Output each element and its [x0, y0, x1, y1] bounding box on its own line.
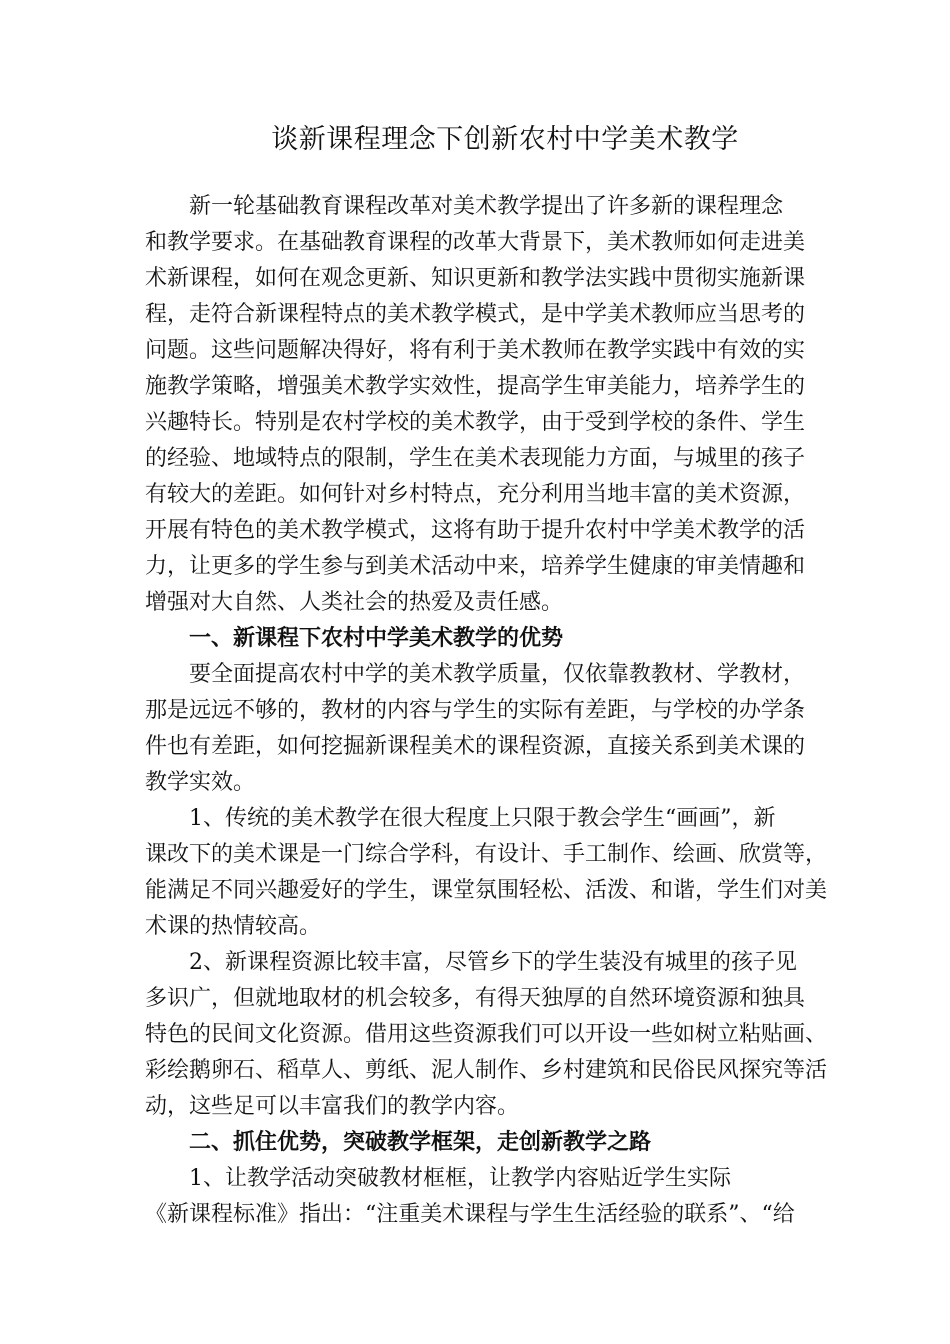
paragraph-line: 和教学要求。在基础教育课程的改革大背景下，美术教师如何走进美: [145, 230, 806, 255]
paragraph-line: 增强对大自然、人类社会的热爱及责任感。: [145, 590, 564, 615]
paragraph-line: 力，让更多的学生参与到美术活动中来，培养学生健康的审美情趣和: [145, 554, 806, 579]
paragraph-line: 教学实效。: [145, 770, 256, 795]
paragraph-line: 新一轮基础教育课程改革对美术教学提出了许多新的课程理念: [189, 194, 784, 219]
paragraph-line: 程，走符合新课程特点的美术教学模式，是中学美术教师应当思考的: [145, 302, 806, 327]
paragraph-line: 动，这些足可以丰富我们的教学内容。: [145, 1094, 520, 1119]
paragraph-line: 的经验、地域特点的限制，学生在美术表现能力方面，与城里的孩子: [145, 446, 806, 471]
paragraph-line: 术课的热情较高。: [145, 914, 322, 939]
paragraph-line: 多识广，但就地取材的机会较多，有得天独厚的自然环境资源和独具: [145, 986, 806, 1011]
paragraph-line: 要全面提高农村中学的美术教学质量，仅依靠教教材、学教材，: [189, 662, 806, 687]
paragraph-line: 施教学策略，增强美术教学实效性，提高学生审美能力，培养学生的: [145, 374, 806, 399]
document-title: 谈新课程理念下创新农村中学美术教学: [271, 124, 739, 155]
paragraph-line: 1、让教学活动突破教材框框，让教学内容贴近学生实际: [189, 1166, 731, 1191]
paragraph-line: 有较大的差距。如何针对乡村特点，充分利用当地丰富的美术资源，: [145, 482, 806, 507]
paragraph-line: 兴趣特长。特别是农村学校的美术教学，由于受到学校的条件、学生: [145, 410, 806, 435]
paragraph-line: 开展有特色的美术教学模式，这将有助于提升农村中学美术教学的活: [145, 518, 806, 543]
paragraph-line: 《新课程标准》指出：“注重美术课程与学生生活经验的联系”、“给: [145, 1202, 795, 1227]
paragraph-line: 术新课程，如何在观念更新、知识更新和教学法实践中贯彻实施新课: [145, 266, 806, 291]
paragraph-line: 特色的民间文化资源。借用这些资源我们可以开设一些如树立粘贴画、: [145, 1022, 828, 1047]
paragraph-line: 问题。这些问题解决得好，将有利于美术教师在教学实践中有效的实: [145, 338, 806, 363]
paragraph-line: 1、传统的美术教学在很大程度上只限于教会学生“画画”，新: [189, 806, 776, 831]
document-body: [145, 189, 828, 1233]
section-heading: 二、抓住优势，突破教学框架，走创新教学之路: [189, 1130, 652, 1155]
paragraph-line: 能满足不同兴趣爱好的学生，课堂氛围轻松、活泼、和谐，学生们对美: [145, 878, 828, 903]
paragraph-line: 彩绘鹅卵石、稻草人、剪纸、泥人制作、乡村建筑和民俗民风探究等活: [145, 1058, 828, 1083]
paragraph-line: 那是远远不够的，教材的内容与学生的实际有差距，与学校的办学条: [145, 698, 806, 723]
paragraph-line: 件也有差距，如何挖掘新课程美术的课程资源，直接关系到美术课的: [145, 734, 806, 759]
section-heading: 一、新课程下农村中学美术教学的优势: [189, 626, 564, 651]
paragraph-line: 2、新课程资源比较丰富，尽管乡下的学生装没有城里的孩子见: [189, 950, 797, 975]
paragraph-line: 课改下的美术课是一门综合学科，有设计、手工制作、绘画、欣赏等，: [145, 842, 828, 867]
